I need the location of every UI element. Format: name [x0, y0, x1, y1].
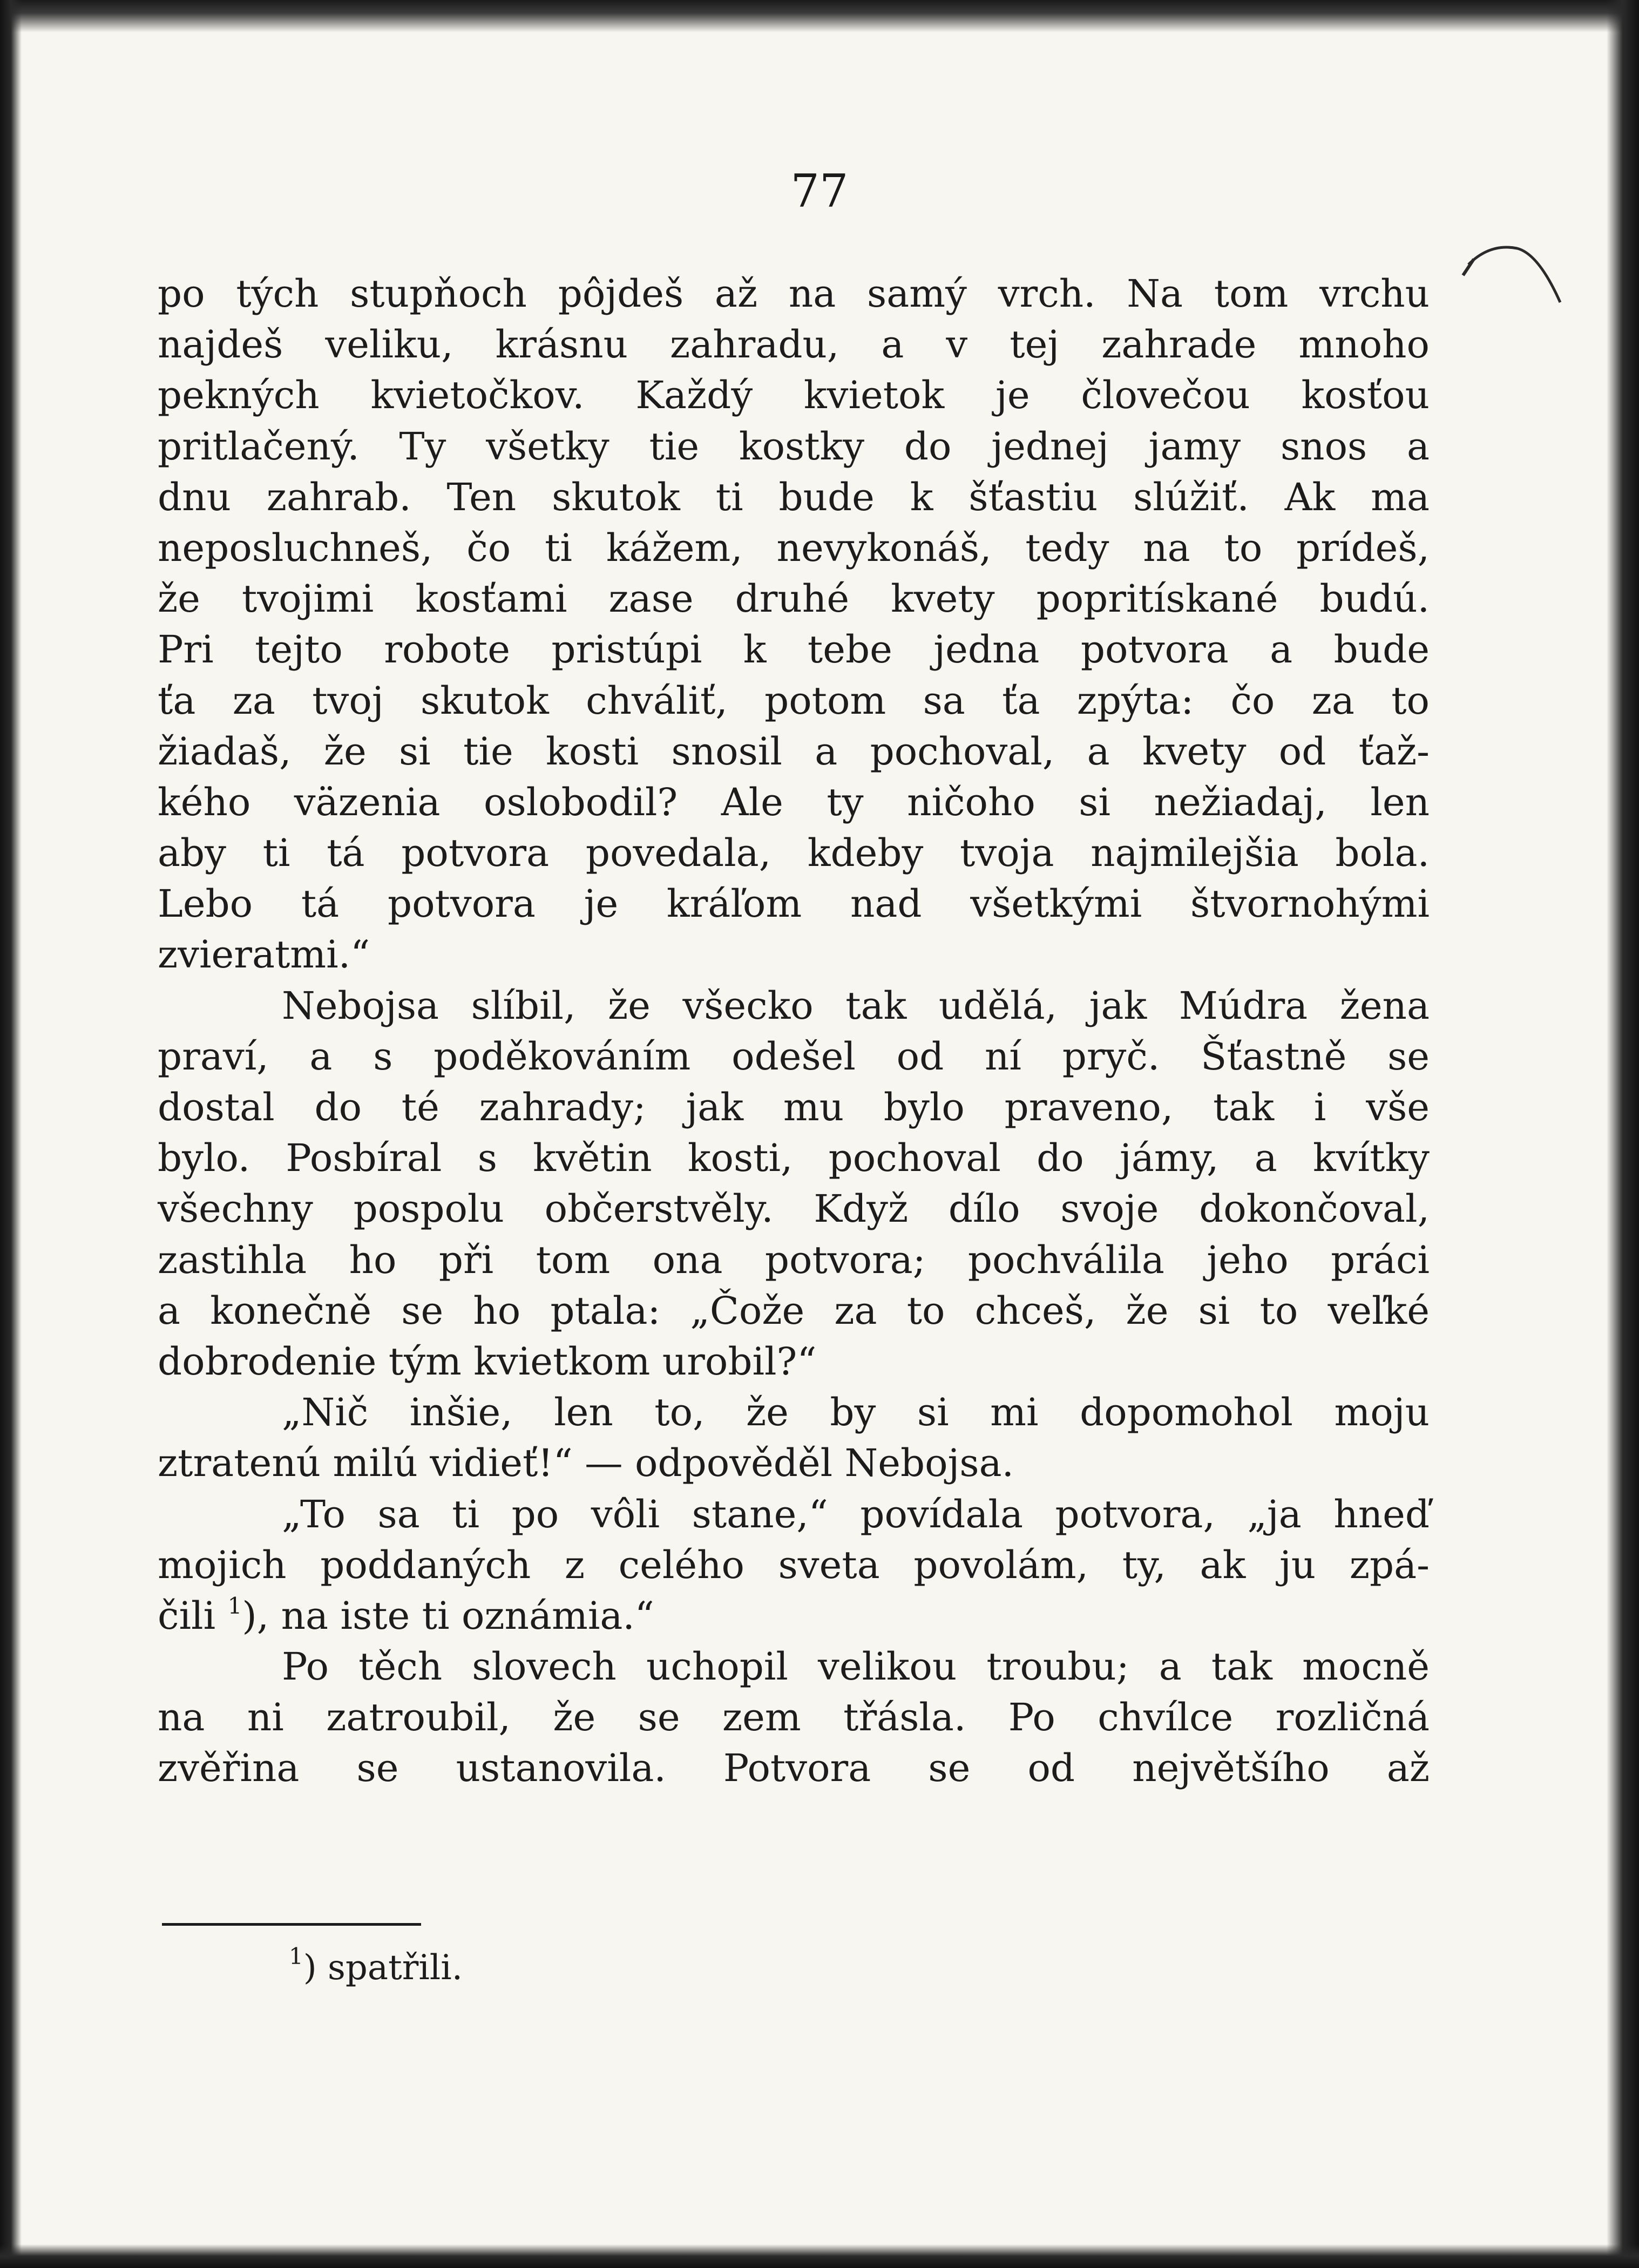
scan-border-left	[0, 0, 22, 2268]
text-line: aby ti tá potvora povedala, kdeby tvoja najmilejšia bola.	[158, 831, 1430, 876]
text-line: po tých stupňoch pôjdeš až na samý vrch. Na tom vrchu	[158, 272, 1430, 316]
text-line: pekných kvietočkov. Každý kvietok je človečou kosťou	[158, 373, 1430, 418]
pencil-mark-icon	[1458, 232, 1587, 340]
text-line: neposluchneš, čo ti kážem, nevykonáš, tedy na to prídeš,	[158, 525, 1430, 570]
footnote	[289, 1943, 463, 1988]
text-line: praví, a s poděkováním odešel od ní pryč. Šťastně se	[158, 1034, 1430, 1079]
text-line: dostal do té zahrady; jak mu bylo praveno, tak i vše	[158, 1085, 1430, 1129]
scan-border-right	[1607, 0, 1639, 2268]
text-line: že tvojimi kosťami zase druhé kvety popritískané budú.	[158, 577, 1430, 621]
text-line: najdeš veliku, krásnu zahradu, a v tej zahrade mnoho	[158, 322, 1430, 367]
text-line: dnu zahrab. Ten skutok ti bude k šťastiu slúžiť. Ak ma	[158, 475, 1430, 519]
text-line-with-footnote	[158, 1590, 1430, 1641]
text-line: pritlačený. Ty všetky tie kostky do jednej jamy snos a	[158, 424, 1430, 469]
text-line: zvěřina se ustanovila. Potvora se od největšího až	[158, 1746, 1430, 1791]
scan-border-bottom	[0, 2244, 1639, 2268]
text-line: ťa za tvoj skutok chváliť, potom sa ťa zpýta: čo za to	[158, 678, 1430, 723]
text-line: Lebo tá potvora je kráľom nad všetkými štvornohými	[158, 882, 1430, 926]
text-line: Pri tejto robote pristúpi k tebe jedna potvora a bude	[158, 627, 1430, 672]
text-line: všechny pospolu občerstvěly. Když dílo svoje dokončoval,	[158, 1187, 1430, 1231]
text-line: „To sa ti po vôli stane,“ povídala potvora, „ja hneď	[282, 1492, 1430, 1536]
text-line: na ni zatroubil, že se zem třásla. Po chvílce rozličná	[158, 1695, 1430, 1740]
text-line: dobrodenie tým kvietkom urobil?“	[158, 1339, 817, 1384]
text-line: kého väzenia oslobodil? Ale ty ničoho si nežiadaj, len	[158, 780, 1430, 824]
footnote-reference: 1	[227, 1592, 242, 1619]
scan-border-top	[0, 0, 1639, 32]
text-line: žiadaš, že si tie kosti snosil a pochoval, a kvety od ťaž-	[158, 729, 1430, 774]
footnote-divider	[162, 1923, 421, 1926]
text-fragment: čili	[158, 1593, 216, 1638]
text-line: mojich poddaných z celého sveta povolám, ty, ak ju zpá-	[158, 1542, 1430, 1587]
footnote-marker: 1	[289, 1943, 303, 1969]
text-line: ztratenú milú vidieť!“ — odpověděl Nebojsa.	[158, 1441, 1014, 1486]
text-line: Nebojsa slíbil, že všecko tak udělá, jak Múdra žena	[282, 983, 1430, 1028]
body-text	[158, 268, 1430, 1794]
text-line: „Nič inšie, len to, že by si mi dopomohol moju	[282, 1390, 1430, 1435]
text-fragment: ), na iste ti oznámia.“	[242, 1593, 654, 1638]
text-line: Po těch slovech uchopil velikou troubu; a tak mocně	[282, 1644, 1430, 1689]
page-number: 77	[790, 165, 849, 218]
text-line: zastihla ho při tom ona potvora; pochválila jeho práci	[158, 1237, 1430, 1282]
text-line: bylo. Posbíral s květin kosti, pochoval do jámy, a kvítky	[158, 1136, 1430, 1181]
text-line: a konečně se ho ptala: „Čože za to chceš, že si to veľké	[158, 1288, 1430, 1333]
text-line: zvieratmi.“	[158, 932, 370, 977]
footnote-text: ) spatřili.	[303, 1948, 463, 1988]
